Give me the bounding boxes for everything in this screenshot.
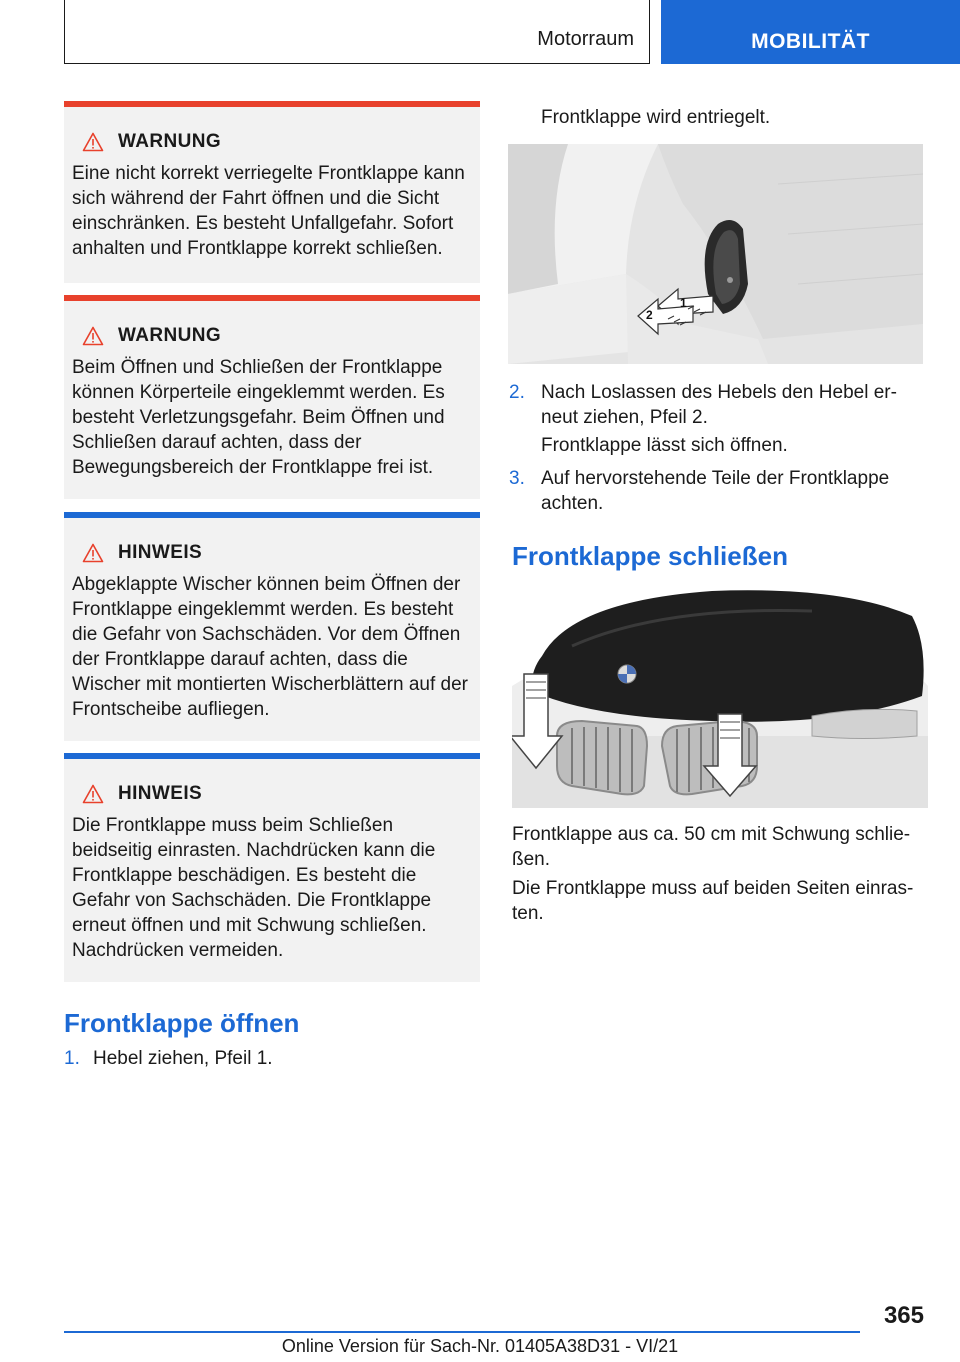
arrow-1-label: 1 xyxy=(680,296,687,310)
notice-box xyxy=(64,512,480,741)
arrow-2-label: 2 xyxy=(646,308,653,322)
step-number: 1. xyxy=(64,1048,80,1069)
header-chapter-tab[interactable] xyxy=(661,0,960,64)
warning-box xyxy=(64,295,480,499)
step-item xyxy=(509,466,924,518)
step-result: Frontklappe wird entriegelt. xyxy=(541,107,771,128)
step-text-line2: achten. xyxy=(541,493,604,514)
section-heading-open: Frontklappe öffnen xyxy=(64,1008,300,1038)
step-item xyxy=(64,1046,480,1072)
hood-drawing xyxy=(512,586,928,808)
hood-close-illustration xyxy=(512,586,928,808)
warning-triangle-icon xyxy=(82,543,104,563)
step-item xyxy=(509,380,924,432)
header-section-title: Motorraum xyxy=(537,28,634,50)
step-text: Hebel ziehen, Pfeil 1. xyxy=(93,1048,273,1069)
close-paragraph-2-line1: Die Frontklappe muss auf beiden Seiten einras- xyxy=(512,878,914,899)
page-number: 365 xyxy=(883,1302,924,1329)
notice-title: HINWEIS xyxy=(118,542,203,563)
close-paragraph-1-line2: ßen. xyxy=(512,849,551,870)
close-paragraph-1 xyxy=(512,822,910,872)
warning-text: Eine nicht korrekt verriegelte Frontklappe kann sich während der Fahrt öffnen und die Sicht einschränken. Es besteht Unfallgefahr. Sofort anhalten und Frontklappe korrekt schließen. xyxy=(72,163,465,259)
lever-drawing xyxy=(508,144,923,364)
section-heading-close: Frontklappe schließen xyxy=(512,541,788,571)
notice-text: Abgeklappte Wischer können beim Öffnen der Frontklappe eingeklemmt werden. Es besteht die Gefahr von Sachschäden. Vor dem Öffnen der Frontklappe darauf achten, dass die Wischer mit montierten Wischerblättern auf der Frontscheibe aufliegen. xyxy=(72,574,468,720)
lever-illustration xyxy=(508,144,923,364)
notice-box xyxy=(64,753,480,982)
notice-title: HINWEIS xyxy=(118,783,203,804)
warning-title-row xyxy=(82,325,472,347)
warning-title: WARNUNG xyxy=(118,131,222,152)
notice-title-row xyxy=(82,542,472,564)
warning-triangle-icon xyxy=(82,784,104,804)
warning-box xyxy=(64,101,480,283)
warning-text: Beim Öffnen und Schließen der Frontklappe können Körperteile eingeklemmt werden. Es besteht Verletzungsgefahr. Beim Öffnen und Schließen darauf achten, dass der Bewegungsbereich der Frontklappe frei ist. xyxy=(72,357,445,478)
step-text-line2: neut ziehen, Pfeil 2. xyxy=(541,407,708,428)
notice-title-row xyxy=(82,783,472,805)
warning-triangle-icon xyxy=(82,326,104,346)
footer-divider xyxy=(64,1331,860,1333)
step-text-line1: Nach Loslassen des Hebels den Hebel er- xyxy=(541,382,897,403)
warning-title-row xyxy=(82,131,472,153)
step-number: 3. xyxy=(509,468,525,489)
step-text-line1: Auf hervorstehende Teile der Frontklappe xyxy=(541,468,890,489)
header-chapter-label: MOBILITÄT xyxy=(751,30,870,53)
warning-title: WARNUNG xyxy=(118,325,222,346)
warning-triangle-icon xyxy=(82,132,104,152)
step-number: 2. xyxy=(509,382,525,403)
notice-text: Die Frontklappe muss beim Schließen beidseitig einrasten. Nachdrücken kann die Frontklappe beschädigen. Es besteht die Gefahr von Sachschäden. Die Frontklappe erneut öffnen und mit Schwung schließen. Nachdrücken vermeiden. xyxy=(72,815,436,961)
close-paragraph-2 xyxy=(512,876,913,926)
close-paragraph-1-line1: Frontklappe aus ca. 50 cm mit Schwung schlie- xyxy=(512,824,911,845)
close-paragraph-2-line2: ten. xyxy=(512,903,544,924)
step-result: Frontklappe lässt sich öffnen. xyxy=(541,435,788,456)
footer-online-version[interactable]: Online Version für Sach-Nr. 01405A38D31 - VI/21 xyxy=(281,1336,679,1356)
